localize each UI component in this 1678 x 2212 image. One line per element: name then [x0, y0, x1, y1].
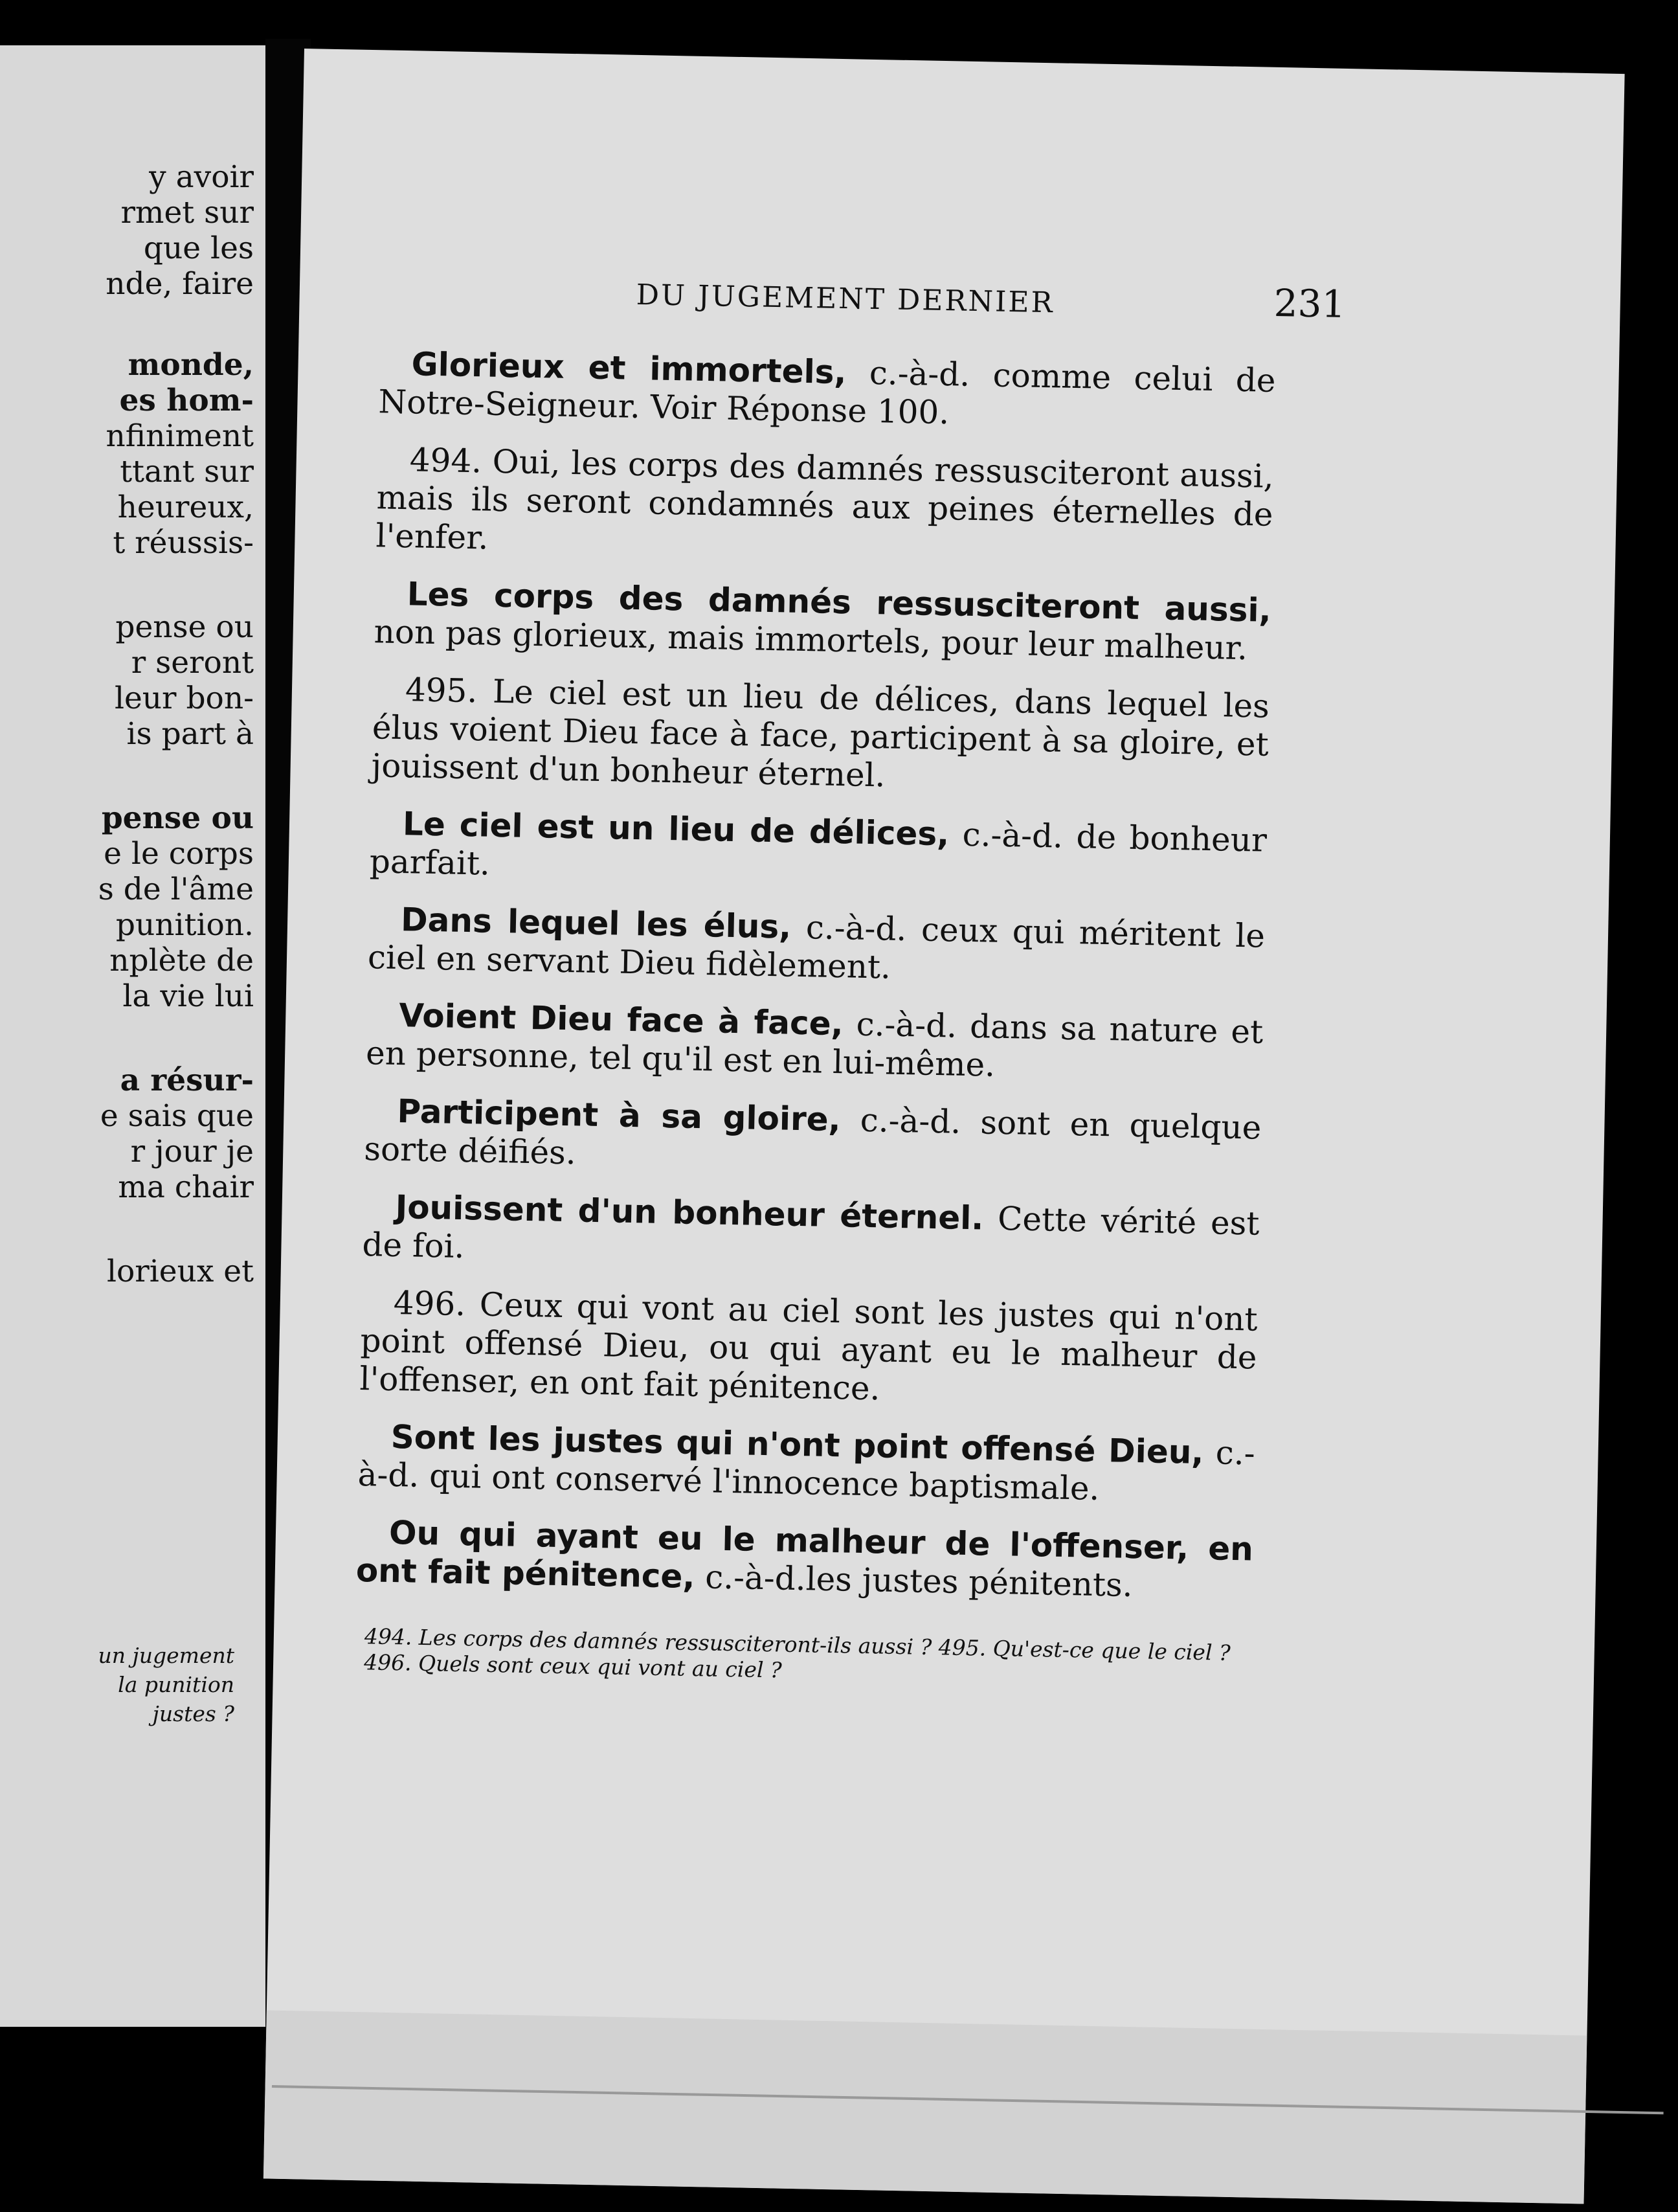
left-page-line: la vie lui	[122, 978, 254, 1014]
paragraph-text: c.-à-d. dans sa nature et en personne, tel qu'il est en lui-même.	[365, 1005, 1264, 1084]
paragraph-text: c.-à-d. de bonheur parfait.	[369, 815, 1268, 883]
left-page-line: ma chair	[118, 1169, 254, 1205]
left-page-line: pense ou	[101, 800, 254, 836]
gloss-paragraph	[355, 1513, 1253, 1607]
gloss-paragraph	[374, 574, 1271, 668]
left-page-footnote-line: justes ?	[152, 1701, 234, 1726]
gloss-paragraph	[369, 804, 1267, 898]
paragraph-text: c.-à-d. qui ont conservé l'innocence baptismale.	[357, 1434, 1256, 1507]
gloss-head: Dans lequel les élus,	[400, 901, 792, 946]
paragraph-text: c.-à-d. sont en quelque sorte déifiés.	[363, 1101, 1262, 1172]
left-page-line: t réussis-	[113, 525, 254, 561]
left-page-footnote-line: un jugement	[98, 1643, 234, 1668]
left-page-line: s de l'âme	[98, 872, 254, 907]
right-page	[263, 49, 1625, 2204]
gloss-head: Les corps des damnés ressusciteront aussi,	[407, 575, 1272, 629]
numbered-paragraph	[371, 670, 1270, 802]
numbered-paragraph	[375, 440, 1274, 572]
left-page-line: e sais que	[100, 1098, 254, 1134]
left-page-line: rmet sur	[120, 195, 254, 231]
left-page-line: nfiniment	[106, 418, 254, 454]
left-page	[0, 45, 265, 2027]
left-page-line: r jour je	[130, 1134, 254, 1169]
gloss-head: Ou qui ayant eu le malheur de l'offenser, en ont fait pénitence,	[355, 1513, 1254, 1596]
left-page-line: r seront	[131, 645, 254, 681]
left-page-line: is part à	[126, 716, 254, 752]
left-page-footnote-line: la punition	[118, 1672, 234, 1697]
left-page-line: e le corps	[104, 836, 254, 872]
left-page-line: lorieux et	[106, 1254, 254, 1289]
paragraph-text: c.-à-d. comme celui de Notre-Seigneur. Voir Réponse 100.	[377, 354, 1276, 432]
left-page-line: pense ou	[115, 609, 254, 645]
gloss-head: Jouissent d'un bonheur éternel.	[395, 1188, 984, 1237]
gloss-head: Glorieux et immortels,	[411, 345, 847, 392]
paragraph-text: c.-à-d. ceux qui méritent le ciel en servant Dieu fidèlement.	[367, 908, 1266, 986]
left-page-line: es hom-	[119, 383, 254, 418]
gloss-paragraph	[357, 1417, 1255, 1511]
left-page-line: punition.	[115, 907, 254, 943]
paragraph-text: 495. Le ciel est un lieu de délices, dans lequel les élus voient Dieu face à face, participent à sa gloire, et jouissent d'un bonheur éternel.	[371, 671, 1270, 795]
gloss-paragraph	[368, 900, 1266, 994]
gloss-paragraph	[366, 996, 1264, 1090]
gloss-paragraph	[364, 1092, 1262, 1186]
left-page-line: leur bon-	[114, 681, 254, 716]
numbered-paragraph	[359, 1283, 1258, 1416]
page-number: 231	[1273, 280, 1347, 326]
paragraph-text: c.-à-d.les justes pénitents.	[694, 1558, 1134, 1604]
left-page-line: y avoir	[149, 159, 254, 195]
paragraph-text: 494. Oui, les corps des damnés ressusciteront aussi, mais ils seront condamnés aux peines éternelles de l'enfer.	[375, 441, 1275, 557]
footnote: 494. Les corps des damnés ressusciteront-ils aussi ? 495. Qu'est-ce que le ciel ? 496. Quels sont ceux qui vont au ciel ?	[363, 1623, 1231, 1683]
left-page-line: nplète de	[109, 943, 254, 978]
paragraph-text: Cette vérité est de foi.	[362, 1199, 1260, 1266]
gloss-paragraph	[362, 1188, 1260, 1281]
gloss-head: Le ciel est un lieu de délices,	[402, 805, 950, 853]
paragraph-text: 496. Ceux qui vont au ciel sont les justes qui n'ont point offensé Dieu, ou qui ayant eu le malheur de l'offenser, en ont fait pénitence.	[359, 1284, 1258, 1408]
paragraph-text: non pas glorieux, mais immortels, pour leur malheur.	[374, 613, 1248, 668]
left-page-line: heureux,	[117, 490, 254, 525]
left-page-line: a résur-	[120, 1063, 254, 1098]
running-title: DU JUGEMENT DERNIER	[636, 278, 1055, 320]
left-page-line: nde, faire	[106, 266, 254, 302]
gloss-head: Sont les justes qui n'ont point offensé Dieu,	[390, 1417, 1204, 1472]
body-text	[355, 344, 1276, 1626]
gloss-head: Voient Dieu face à face,	[398, 997, 844, 1043]
left-page-line: monde,	[128, 347, 254, 383]
left-page-line: ttant sur	[120, 454, 254, 490]
gloss-head: Participent à sa gloire,	[396, 1092, 842, 1139]
gloss-paragraph	[378, 344, 1276, 438]
left-page-line: que les	[143, 231, 254, 266]
